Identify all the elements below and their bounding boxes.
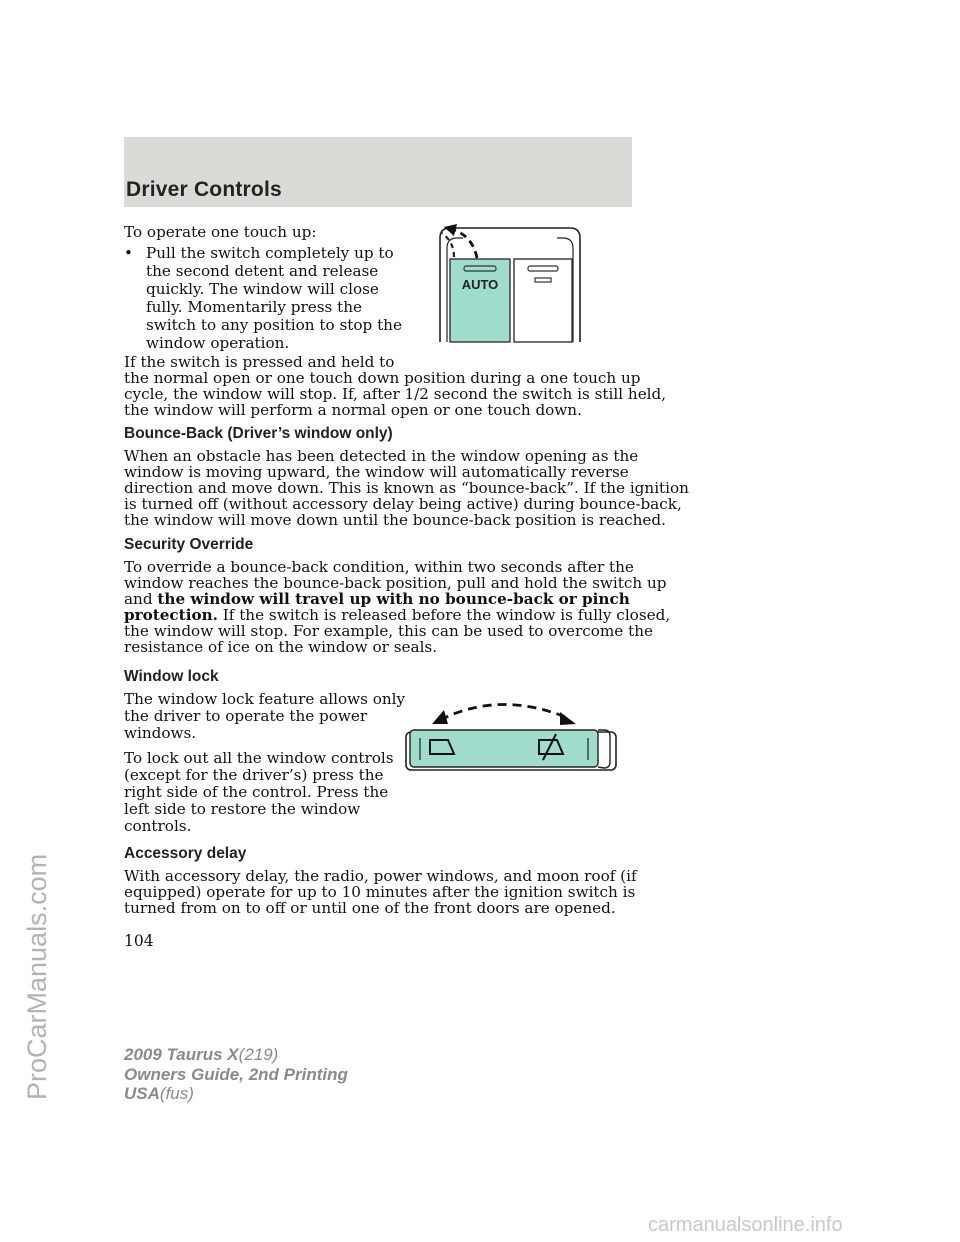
body-line: window reaches the bounce-back position, pull and hold the switch up	[124, 574, 667, 592]
bullet-line: quickly. The window will close	[146, 280, 379, 298]
right-arrow-head-icon	[560, 712, 576, 725]
body-line: To lock out all the window controls	[124, 749, 394, 767]
bullet-line: fully. Momentarily press the	[146, 298, 362, 316]
body-line: the window will move down until the bounce-back position is reached.	[124, 511, 666, 529]
rocker-edge	[598, 730, 610, 768]
page-number: 104	[124, 932, 154, 950]
footer-code: (219)	[238, 1045, 279, 1064]
footer-market: USA	[124, 1084, 160, 1103]
body-line: When an obstacle has been detected in the window opening as the	[124, 447, 639, 465]
page-header-title: Driver Controls	[126, 178, 282, 201]
side-watermark: ProCarManuals.com	[22, 853, 52, 1100]
body-line: the window will stop. For example, this can be used to overcome the	[124, 622, 653, 640]
body-line: windows.	[124, 724, 197, 742]
pull-arc-arrow	[442, 233, 454, 257]
section-heading-window-lock: Window lock	[124, 668, 219, 685]
bullet-line: the second detent and release	[146, 262, 379, 280]
body-line: equipped) operate for up to 10 minutes after the ignition switch is	[124, 883, 636, 901]
auto-label: AUTO	[461, 277, 499, 292]
body-line: the window will perform a normal open or one touch down.	[124, 401, 582, 419]
body-line: If the switch is pressed and held to	[124, 353, 395, 371]
bullet-line: switch to any position to stop the	[146, 316, 402, 334]
body-line: cycle, the window will stop. If, after 1/2 second the switch is still held,	[124, 385, 667, 403]
footer-line	[124, 1045, 348, 1065]
body-line: (except for the driver’s) press the	[124, 766, 384, 784]
print-footer	[124, 1045, 348, 1104]
body-line: To override a bounce-back condition, within two seconds after the	[124, 558, 634, 576]
body-line: The window lock feature allows only	[124, 690, 406, 708]
body-line: the normal open or one touch down position during a one touch up	[124, 369, 641, 387]
body-line: controls.	[124, 817, 192, 835]
left-arrow-head-icon	[432, 710, 448, 724]
bullet-line: Pull the switch completely up to	[146, 244, 394, 262]
window-lock-switch-figure	[400, 694, 620, 772]
body-line: left side to restore the window	[124, 800, 361, 818]
section-heading-security-override: Security Override	[124, 536, 254, 553]
section-heading-bounce-back: Bounce-Back (Driver’s window only)	[124, 425, 393, 442]
body-line: turned from on to off or until one of the front doors are opened.	[124, 899, 616, 917]
body-line: resistance of ice on the window or seals.	[124, 638, 438, 656]
body-line: direction and move down. This is known as “bounce-back”. If the ignition	[124, 479, 689, 497]
bullet-mark: •	[124, 244, 133, 262]
body-line: window is moving upward, the window will automatically reverse	[124, 463, 629, 481]
window-lock-rocker	[410, 730, 598, 767]
body-line: With accessory delay, the radio, power windows, and moon roof (if	[124, 867, 637, 885]
bullet-line: window operation.	[146, 334, 290, 352]
body-line: is turned off (without accessory delay being active) during bounce-back,	[124, 495, 682, 513]
bold-warning-text: the window will travel up with no bounce-back or pinch	[157, 590, 630, 608]
body-text: and	[124, 590, 158, 608]
body-line: the driver to operate the power	[124, 707, 368, 725]
footer-market-code: (fus)	[159, 1084, 194, 1103]
one-touch-switch-figure	[430, 222, 590, 344]
bottom-watermark: carmanualsonline.info	[648, 1214, 843, 1236]
bold-warning-text: protection.	[124, 606, 218, 624]
arrow-head-icon	[444, 224, 457, 236]
rocker-motion-arc	[440, 704, 568, 720]
footer-line	[124, 1084, 348, 1104]
section-heading-accessory-delay: Accessory delay	[124, 845, 247, 862]
body-text: If the switch is released before the window is fully closed,	[217, 606, 671, 624]
footer-model: 2009 Taurus X	[124, 1045, 239, 1064]
body-line: right side of the control. Press the	[124, 783, 389, 801]
footer-line: Owners Guide, 2nd Printing	[124, 1064, 348, 1084]
one-touch-intro: To operate one touch up:	[124, 223, 317, 241]
